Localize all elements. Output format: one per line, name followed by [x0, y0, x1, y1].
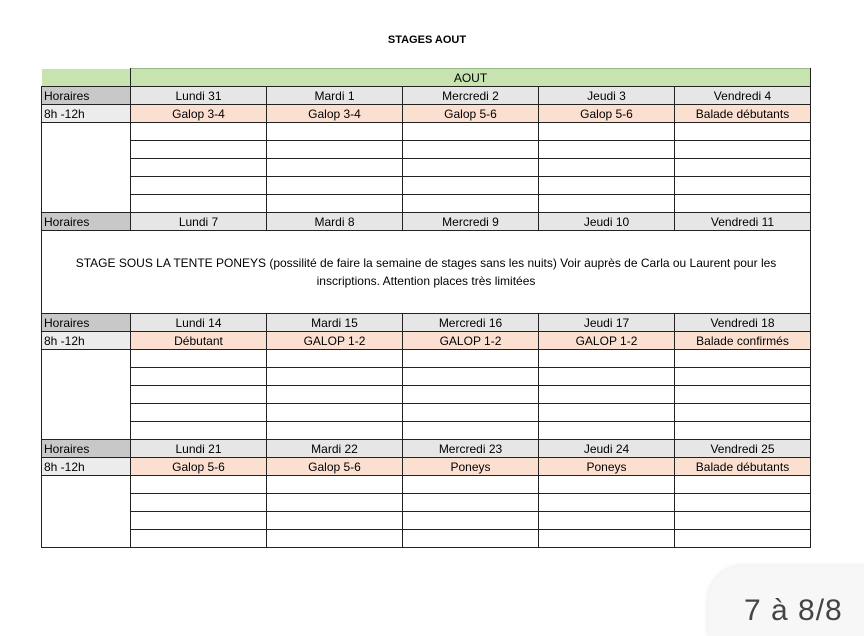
- empty-row: [42, 494, 811, 512]
- day-header: Lundi 21: [131, 440, 267, 458]
- day-header: Jeudi 24: [539, 440, 675, 458]
- activity-row: [42, 105, 811, 123]
- day-header: Vendredi 18: [675, 314, 811, 332]
- note-row: [42, 231, 811, 314]
- corner-cell: [42, 69, 131, 87]
- activity-cell: Balade débutants: [675, 458, 811, 476]
- day-header: Mardi 8: [267, 213, 403, 231]
- day-header: Mardi 22: [267, 440, 403, 458]
- empty-row: [42, 350, 811, 368]
- empty-row: [42, 404, 811, 422]
- day-header: Mercredi 9: [403, 213, 539, 231]
- day-header: Mercredi 16: [403, 314, 539, 332]
- month-header-row: [42, 69, 811, 87]
- empty-row: [42, 476, 811, 494]
- day-header: Mardi 15: [267, 314, 403, 332]
- day-header: Jeudi 17: [539, 314, 675, 332]
- empty-row: [42, 123, 811, 141]
- activity-cell: Galop 5-6: [403, 105, 539, 123]
- empty-row: [42, 368, 811, 386]
- day-header: Lundi 31: [131, 87, 267, 105]
- day-header: Vendredi 4: [675, 87, 811, 105]
- activity-cell: Galop 3-4: [131, 105, 267, 123]
- page-indicator: [708, 566, 864, 636]
- activity-cell: GALOP 1-2: [539, 332, 675, 350]
- time-slot: 8h -12h: [42, 105, 131, 123]
- empty-row: [42, 159, 811, 177]
- activity-cell: Poneys: [539, 458, 675, 476]
- time-slot: 8h -12h: [42, 332, 131, 350]
- activity-cell: Galop 5-6: [131, 458, 267, 476]
- day-header: Mercredi 23: [403, 440, 539, 458]
- time-slot: 8h -12h: [42, 458, 131, 476]
- activity-row: [42, 458, 811, 476]
- empty-row: [42, 195, 811, 213]
- day-header: Jeudi 3: [539, 87, 675, 105]
- activity-cell: Poneys: [403, 458, 539, 476]
- activity-cell: GALOP 1-2: [267, 332, 403, 350]
- activity-cell: Balade débutants: [675, 105, 811, 123]
- day-header-row: [42, 87, 811, 105]
- day-header: Mercredi 2: [403, 87, 539, 105]
- schedule-table: [41, 68, 811, 548]
- hours-label: Horaires: [42, 440, 131, 458]
- empty-row: [42, 141, 811, 159]
- camp-note: STAGE SOUS LA TENTE PONEYS (possilité de faire la semaine de stages sans les nuits) Voir auprès de Carla ou Laurent pour les inscriptions. Attention places très limitées: [42, 231, 811, 314]
- empty-row: [42, 512, 811, 530]
- day-header: Mardi 1: [267, 87, 403, 105]
- activity-cell: Galop 3-4: [267, 105, 403, 123]
- activity-cell: Galop 5-6: [267, 458, 403, 476]
- hours-label: Horaires: [42, 87, 131, 105]
- day-header: Jeudi 10: [539, 213, 675, 231]
- page-title: STAGES AOUT: [387, 34, 467, 46]
- hours-label: Horaires: [42, 213, 131, 231]
- day-header-row: [42, 440, 811, 458]
- hours-label: Horaires: [42, 314, 131, 332]
- empty-row: [42, 386, 811, 404]
- page-indicator-text: 7 à 8/8: [744, 594, 843, 627]
- activity-cell: Balade confirmés: [675, 332, 811, 350]
- day-header-row: [42, 213, 811, 231]
- day-header: Lundi 7: [131, 213, 267, 231]
- month-label: AOUT: [131, 69, 811, 87]
- activity-row: [42, 332, 811, 350]
- activity-cell: Galop 5-6: [539, 105, 675, 123]
- empty-row: [42, 177, 811, 195]
- activity-cell: Débutant: [131, 332, 267, 350]
- day-header: Vendredi 25: [675, 440, 811, 458]
- day-header-row: [42, 314, 811, 332]
- empty-row: [42, 530, 811, 548]
- activity-cell: GALOP 1-2: [403, 332, 539, 350]
- day-header: Lundi 14: [131, 314, 267, 332]
- day-header: Vendredi 11: [675, 213, 811, 231]
- empty-row: [42, 422, 811, 440]
